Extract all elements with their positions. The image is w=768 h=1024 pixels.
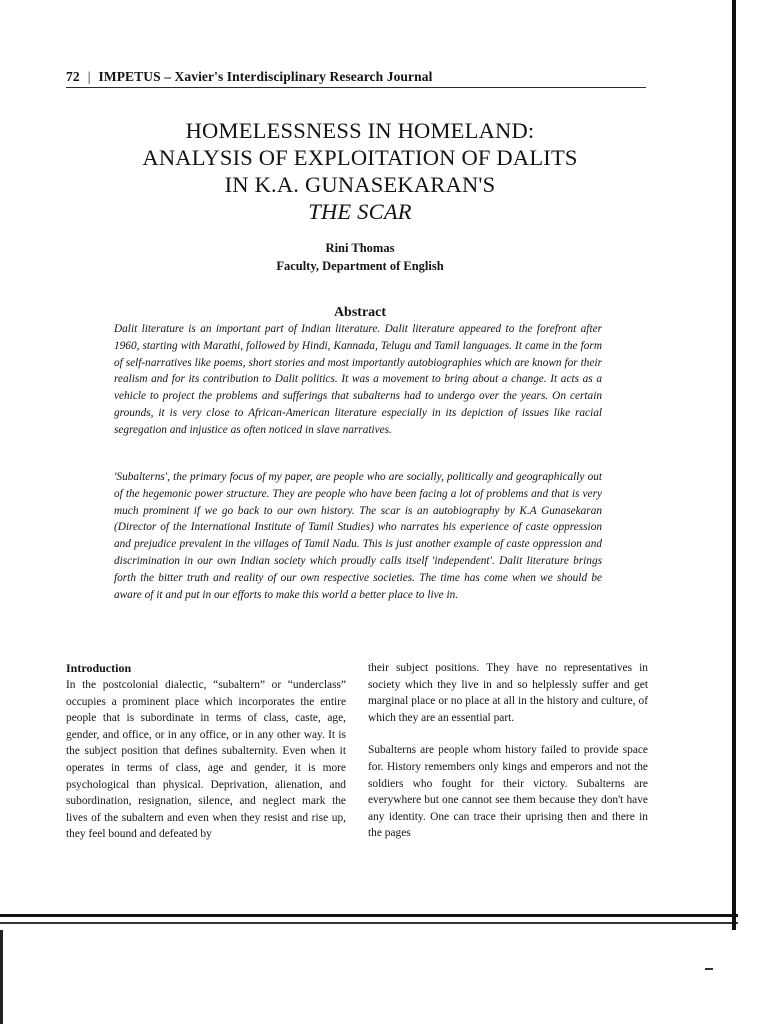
- left-column-text: In the postcolonial dialectic, “subaltern” or “underclass” occupies a prominent place which incorporates the entire people that is subordinate in terms of class, caste, age, gender, and office, or in any office, or in any other way. It is the subject position that defines subalternity. Even when it operates in terms of class, age and gender, it is more psychological than physical. Deprivation, alienation, and subordination, resignation, silence, and neglect mark the lives of the subaltern and even when they resist and rise up, they feel bound and defeated by: [66, 679, 346, 841]
- scan-page-edge: [732, 0, 736, 930]
- abstract-heading: Abstract: [333, 305, 387, 320]
- title-line-3: IN K.A. GUNASEKARAN'S: [224, 172, 496, 197]
- right-column-paragraph-2: Subalterns are people whom history failed to provide space for. History remembers only kings and emperors and not the soldiers who fought for their victory. Subalterns are everywhere but one cannot see them because they don't have any identity. One can trace their uprising then and there in the pages: [368, 744, 648, 840]
- right-column: [368, 660, 648, 842]
- header-separator: |: [87, 69, 91, 84]
- right-column-paragraph-1: their subject positions. They have no representatives in society which they live in and so helplessly suffer and get marginal place or no place at all in the history and culture, of which they are an essential part.: [368, 662, 648, 724]
- left-column: [66, 660, 346, 843]
- scan-border-line-secondary: [0, 922, 738, 924]
- header-rule: [66, 87, 646, 88]
- paper-title: [80, 117, 640, 225]
- running-header: [66, 69, 646, 85]
- introduction-heading: Introduction: [66, 661, 132, 675]
- author-block: [160, 239, 560, 275]
- scan-mark: [705, 968, 713, 970]
- title-line-2: ANALYSIS OF EXPLOITATION OF DALITS: [142, 145, 578, 170]
- abstract-paragraph-1: Dalit literature is an important part of Indian literature. Dalit literature appeared to the forefront after 1960, starting with Marathi, followed by Hindi, Kannada, Telugu and Tamil languages. It came in the form of self-narratives like poems, short stories and most importantly autobiographies which are known for their realism and for its contribution to Dalit politics. It was a movement to bring about a change. It acts as a vehicle to project the problems and sufferings that subalterns had to undergo over the years. On certain grounds, it is very close to African-American literature especially in its depiction of issues like racial segregation and injustice as often noticed in slave narratives.: [114, 323, 602, 436]
- title-line-1: HOMELESSNESS IN HOMELAND:: [185, 118, 535, 143]
- author-affiliation: Faculty, Department of English: [276, 259, 444, 273]
- author-name: Rini Thomas: [325, 241, 395, 255]
- title-line-4: THE SCAR: [308, 199, 412, 224]
- journal-name: IMPETUS – Xavier's Interdisciplinary Research Journal: [98, 69, 433, 84]
- scan-border-line: [0, 914, 738, 917]
- scan-corner-edge: [0, 930, 3, 1024]
- page-number: 72: [66, 69, 80, 84]
- abstract-paragraph-2: 'Subalterns', the primary focus of my paper, are people who are socially, politically and geographically out of the hegemonic power structure. They are people who have been facing a lot of problems and that is very much prominent if we go back to our own history. The scar is an autobiography by K.A Gunasekaran (Director of the International Institute of Tamil Studies) who narrates his experience of caste oppression and prejudice prevalent in the villages of Tamil Nadu. This is just another example of caste oppression and discrimination in our own Indian society which proudly calls itself 'independent'. Dalit literature brings forth the bitter truth and reality of our own respective societies. The time has come when we should be aware of it and put in our efforts to make this world a better place to live in.: [114, 471, 602, 601]
